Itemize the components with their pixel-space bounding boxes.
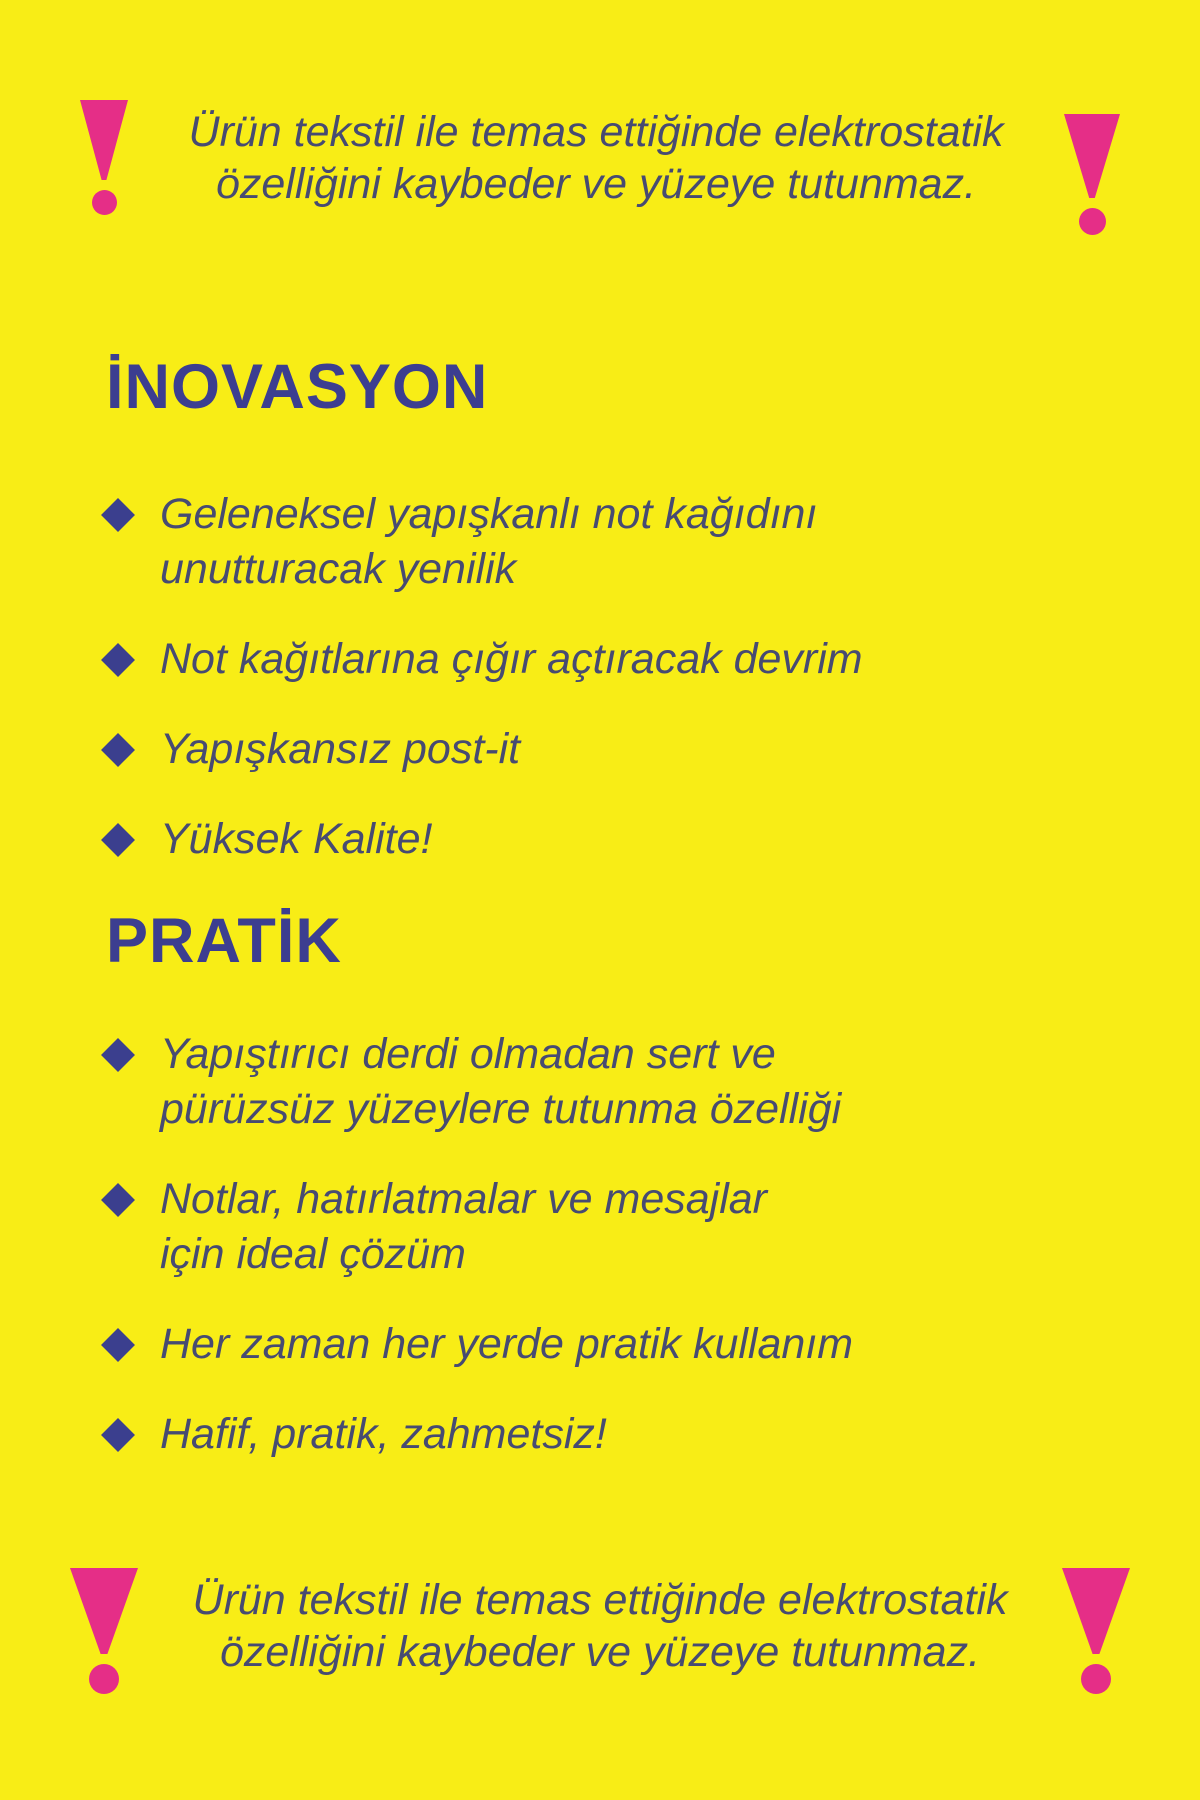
exclamation-triangle (1064, 114, 1120, 198)
list-item-text (160, 632, 863, 687)
warning-text-line: Ürün tekstil ile temas ettiğinde elektrostatik (192, 1576, 1008, 1624)
list-item (106, 1317, 1145, 1372)
diamond-bullet-icon (101, 1328, 135, 1362)
diamond-bullet-icon (101, 498, 135, 532)
diamond-bullet-icon (101, 823, 135, 857)
exclamation-icon (1062, 1568, 1130, 1694)
diamond-bullet-icon (101, 1038, 135, 1072)
list-item-text (160, 1027, 841, 1137)
exclamation-dot (92, 190, 117, 215)
list-item-text (160, 722, 520, 777)
list-item (106, 812, 1145, 867)
exclamation-icon (80, 100, 128, 215)
list-item (106, 1407, 1145, 1462)
warning-text-line: özelliğini kaybeder ve yüzeye tutunmaz. (219, 1628, 981, 1677)
feature-content (106, 348, 1145, 1497)
list-item-line: için ideal çözüm (160, 1229, 466, 1278)
list-item (106, 632, 1145, 687)
list-item (106, 487, 1145, 597)
warning-text-top (128, 100, 1064, 211)
list-item-line: Not kağıtlarına çığır açtıracak devrim (160, 634, 863, 683)
warning-text-bottom (138, 1568, 1062, 1679)
exclamation-icon (70, 1568, 138, 1694)
diamond-bullet-icon (101, 643, 135, 677)
list-item-line: Notlar, hatırlatmalar ve mesajlar (160, 1174, 767, 1223)
inovasyon-feature-list (106, 487, 1145, 867)
list-item-text (160, 1172, 767, 1282)
list-item (106, 1027, 1145, 1137)
list-item-line: Her zaman her yerde pratik kullanım (160, 1319, 854, 1368)
exclamation-icon (1064, 114, 1120, 235)
exclamation-dot (1079, 208, 1106, 235)
list-item-line: Geleneksel yapışkanlı not kağıdını (160, 489, 818, 538)
exclamation-dot (89, 1664, 119, 1694)
list-item-text (160, 487, 817, 597)
list-item-line: unutturacak yenilik (160, 544, 517, 593)
pratik-feature-list (106, 1027, 1145, 1462)
list-item-text (160, 1317, 853, 1372)
list-item (106, 1172, 1145, 1282)
warning-banner-top (80, 100, 1120, 235)
section-heading-pratik: PRATİK (106, 905, 342, 976)
list-item-text (160, 812, 432, 867)
list-item-line: Yapışkansız post-it (160, 724, 521, 773)
list-item-line: pürüzsüz yüzeylere tutunma özelliği (160, 1084, 842, 1133)
list-item-text (160, 1407, 607, 1462)
warning-text-line: özelliğini kaybeder ve yüzeye tutunmaz. (215, 160, 977, 209)
exclamation-triangle (80, 100, 128, 180)
diamond-bullet-icon (101, 1418, 135, 1452)
exclamation-triangle (1062, 1568, 1130, 1654)
warning-banner-bottom (70, 1568, 1130, 1694)
list-item (106, 722, 1145, 777)
warning-text-line: Ürün tekstil ile temas ettiğinde elektrostatik (188, 108, 1004, 156)
diamond-bullet-icon (101, 733, 135, 767)
list-item-line: Yüksek Kalite! (160, 814, 433, 863)
diamond-bullet-icon (101, 1183, 135, 1217)
list-item-line: Yapıştırıcı derdi olmadan sert ve (160, 1029, 776, 1078)
section-heading-inovasyon: İNOVASYON (106, 352, 489, 422)
exclamation-triangle (70, 1568, 138, 1654)
exclamation-dot (1081, 1664, 1111, 1694)
list-item-line: Hafif, pratik, zahmetsiz! (160, 1409, 607, 1458)
